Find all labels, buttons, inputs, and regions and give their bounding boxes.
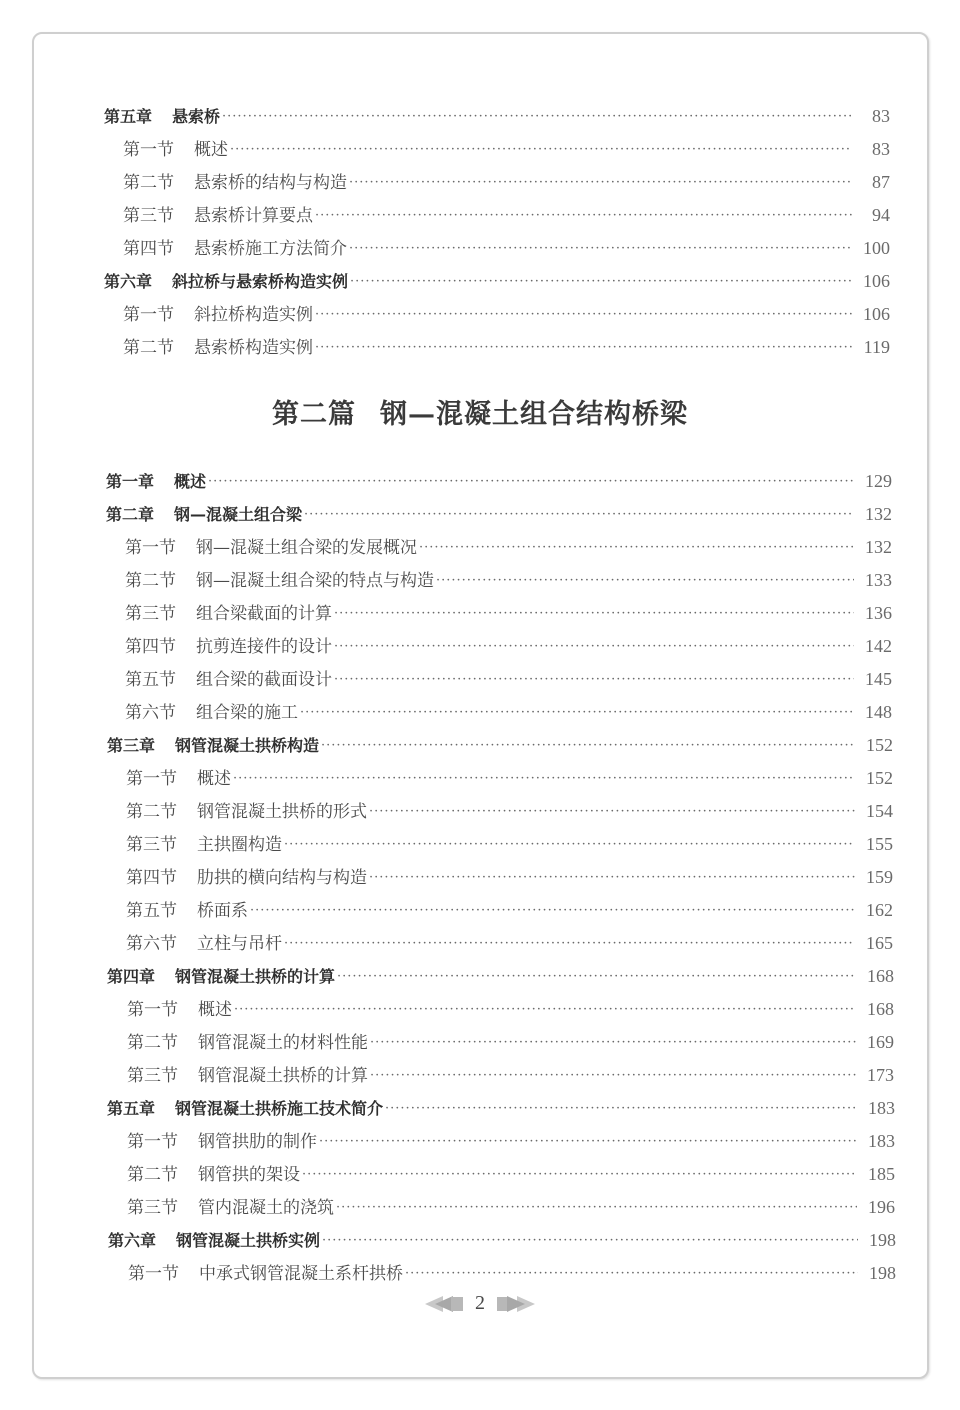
dot-leader [315,298,852,331]
toc-section-row[interactable] [126,894,893,927]
section-title: 钢管混凝土的材料性能 [198,1033,368,1053]
dot-leader [284,927,855,960]
toc-chapter-row[interactable] [108,1224,896,1257]
dot-leader [349,232,852,265]
section-title: 钢管混凝土拱桥的计算 [198,1066,368,1086]
section-label: 第一节 [123,140,174,160]
dot-leader [321,729,855,762]
section-label: 第五节 [126,901,177,921]
toc-section-row[interactable] [126,861,893,894]
dot-leader [315,331,852,364]
section-label: 第二节 [123,338,174,358]
section-title: 钢管拱的架设 [198,1165,300,1185]
page-number: 159 [866,867,893,887]
section-title: 斜拉桥构造实例 [194,305,313,325]
dot-leader [284,828,855,861]
section-label: 第六节 [126,934,177,954]
toc-section-row[interactable] [128,1257,896,1290]
section-label: 第一节 [125,538,176,558]
dot-leader [349,166,852,199]
dot-leader [302,1158,857,1191]
part-heading [0,392,960,431]
dot-leader [350,265,852,298]
dot-leader [385,1092,857,1125]
page-number: 87 [872,172,890,192]
section-title: 管内混凝土的浇筑 [198,1198,334,1218]
page-number: 198 [869,1230,896,1250]
page-number: 183 [868,1131,895,1151]
section-title: 概述 [197,769,231,789]
dot-leader [322,1224,858,1257]
page-number: 132 [865,537,892,557]
section-label: 第五节 [125,670,176,690]
dot-leader [234,993,856,1026]
page-number: 165 [866,933,893,953]
section-label: 第三节 [127,1066,178,1086]
toc-section-row[interactable] [127,1059,894,1092]
section-title: 悬索桥的结构与构造 [194,173,347,193]
dot-leader [300,696,854,729]
chapter-label: 第二章 [106,505,155,524]
section-title: 肋拱的横向结构与构造 [197,868,367,888]
dot-leader [230,133,852,166]
part-title: 钢—混凝土组合结构桥梁 [380,399,688,430]
toc-chapter-row[interactable] [107,729,893,762]
page-number: 152 [866,735,893,755]
page-number: 185 [868,1164,895,1184]
page-number: 148 [865,702,892,722]
section-label: 第一节 [127,1000,178,1020]
chapter-label: 第一章 [106,472,155,491]
section-label: 第四节 [123,239,174,259]
chapter-label: 第五章 [107,1099,156,1118]
section-label: 第二节 [123,173,174,193]
page-number: 145 [865,669,892,689]
chapter-title: 悬索桥 [172,107,221,126]
section-label: 第二节 [127,1033,178,1053]
toc-chapter-row[interactable] [106,498,892,531]
toc-section-row[interactable] [123,199,890,232]
page-number-footer: 2 [475,1292,485,1314]
dot-leader [369,861,855,894]
section-label: 第一节 [128,1264,179,1284]
section-title: 主拱圈构造 [197,835,282,855]
page-number: 183 [868,1098,895,1118]
toc-section-row[interactable] [125,696,892,729]
page-number: 196 [868,1197,895,1217]
toc-section-row[interactable] [126,762,893,795]
page-number: 106 [863,271,890,291]
dot-leader [319,1125,857,1158]
toc-section-row[interactable] [127,1026,894,1059]
toc-section-row[interactable] [125,630,892,663]
page-number: 136 [865,603,892,623]
section-label: 第二节 [126,802,177,822]
page-number: 100 [863,238,890,258]
section-title: 组合梁的截面设计 [196,670,332,690]
dot-leader [334,663,854,696]
section-title: 抗剪连接件的设计 [196,637,332,657]
page-number: 168 [867,966,894,986]
section-label: 第四节 [126,868,177,888]
toc-chapter-row[interactable] [106,465,892,498]
dot-leader [334,597,854,630]
dot-leader [370,1059,856,1092]
page-number: 142 [865,636,892,656]
dot-leader [208,465,854,498]
toc-section-row[interactable] [125,597,892,630]
section-title: 钢管混凝土拱桥的形式 [197,802,367,822]
section-title: 悬索桥构造实例 [194,338,313,358]
chapter-title: 钢管混凝土拱桥构造 [175,736,320,755]
toc-section-row[interactable] [125,564,892,597]
page-number: 129 [865,471,892,491]
dot-leader [222,100,852,133]
chapter-title: 钢管混凝土拱桥实例 [176,1231,321,1250]
section-title: 立柱与吊杆 [197,934,282,954]
chapter-title: 钢管混凝土拱桥施工技术简介 [175,1099,384,1118]
toc-section-row[interactable] [123,298,890,331]
toc-section-row[interactable] [125,663,892,696]
section-title: 桥面系 [197,901,248,921]
section-title: 钢管拱肋的制作 [198,1132,317,1152]
toc-section-row[interactable] [126,828,893,861]
page-number: 169 [867,1032,894,1052]
section-label: 第二节 [127,1165,178,1185]
page-number: 168 [867,999,894,1019]
toc-section-row[interactable] [123,232,890,265]
section-title: 悬索桥计算要点 [194,206,313,226]
page-number: 119 [863,337,890,357]
dot-leader [304,498,854,531]
section-title: 组合梁截面的计算 [196,604,332,624]
chapter-title: 钢—混凝土组合梁 [174,505,303,524]
toc-section-row[interactable] [125,531,892,564]
page-number: 198 [869,1263,896,1283]
dot-leader [369,795,855,828]
chapter-label: 第三章 [107,736,156,755]
dot-leader [315,199,852,232]
section-label: 第三节 [123,206,174,226]
dot-leader [419,531,854,564]
toc-chapter-row[interactable] [104,265,890,298]
double-arrow-right-icon [495,1295,535,1313]
chapter-title: 斜拉桥与悬索桥构造实例 [172,272,349,291]
section-label: 第四节 [125,637,176,657]
page-number: 154 [866,801,893,821]
section-label: 第一节 [123,305,174,325]
toc-section-row[interactable] [127,1125,895,1158]
page-number: 152 [866,768,893,788]
toc-section-row[interactable] [123,331,890,364]
toc-chapter-row[interactable] [107,960,894,993]
toc-chapter-row[interactable] [107,1092,895,1125]
toc-section-row[interactable] [127,993,894,1026]
dot-leader [405,1257,858,1290]
toc-section-row[interactable] [126,795,893,828]
toc-section-row[interactable] [126,927,893,960]
chapter-label: 第五章 [104,107,153,126]
section-title: 钢—混凝土组合梁的特点与构造 [196,571,434,591]
page-footer [0,1292,960,1315]
toc-section-row[interactable] [127,1158,895,1191]
toc-chapter-row[interactable] [104,100,890,133]
chapter-title: 概述 [174,472,207,491]
toc-section-row[interactable] [123,166,890,199]
part-label: 第二篇 [272,399,356,430]
page-number: 173 [867,1065,894,1085]
section-label: 第三节 [125,604,176,624]
section-label: 第三节 [126,835,177,855]
double-arrow-left-icon [425,1295,465,1313]
page-number: 155 [866,834,893,854]
chapter-label: 第四章 [107,967,156,986]
toc-section-row[interactable] [127,1191,895,1224]
section-title: 概述 [194,140,228,160]
section-label: 第二节 [125,571,176,591]
page-number: 94 [872,205,890,225]
section-label: 第三节 [127,1198,178,1218]
page-number: 83 [872,106,890,126]
chapter-label: 第六章 [104,272,153,291]
section-title: 组合梁的施工 [196,703,298,723]
dot-leader [250,894,855,927]
dot-leader [337,960,856,993]
page-number: 162 [866,900,893,920]
section-label: 第一节 [127,1132,178,1152]
chapter-label: 第六章 [108,1231,157,1250]
chapter-title: 钢管混凝土拱桥的计算 [175,967,336,986]
page-number: 133 [865,570,892,590]
section-title: 概述 [198,1000,232,1020]
dot-leader [334,630,854,663]
dot-leader [336,1191,857,1224]
dot-leader [370,1026,856,1059]
page-number: 106 [863,304,890,324]
page-number: 132 [865,504,892,524]
section-title: 中承式钢管混凝土系杆拱桥 [199,1264,403,1284]
dot-leader [233,762,855,795]
page-number: 83 [872,139,890,159]
dot-leader [436,564,854,597]
section-label: 第六节 [125,703,176,723]
section-label: 第一节 [126,769,177,789]
section-title: 钢—混凝土组合梁的发展概况 [196,538,417,558]
section-title: 悬索桥施工方法简介 [194,239,347,259]
toc-section-row[interactable] [123,133,890,166]
